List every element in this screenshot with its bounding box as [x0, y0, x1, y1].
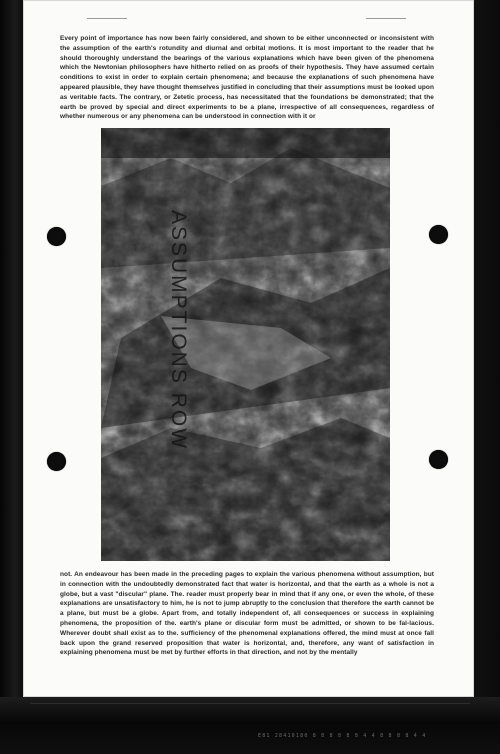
top-paragraph: Every point of importance has now been fairly considered, and shown to be either unconnected or inconsistent with the assumption of the earth's rotundity and diurnal and orbital motions. It is most important to the reader that he should thoroughly understand the bearings of the various explanations which have been given of the phenomena which the Newtonian philosophers have hitherto relied on as proofs of their hypothesis. They have assumed certain conditions to exist in order to explain certain phenomena; and because the explanations of such phenomena have appeared plausible, they have thought themselves justified in concluding that their assumptions must be looked upon as veritable facts. The contrary, or Zetetic process, has necessitated that the foundations be demonstrated; that the earth be proved by special and direct experiments to be a plane, irrespective of all consequences, regardless of whether numerous or any phenomena can be understood in connection with it or: [60, 35, 434, 121]
mountain-photo: [101, 128, 390, 561]
binder-hole-left-top: [47, 227, 66, 246]
document-page: [23, 0, 474, 697]
bottom-paragraph: not. An endeavour has been made in the preceding pages to explain the various phenomena without assumption, but in connection with the undoubtedly demonstrated fact that water is horizontal, and that the earth as a whole is not a globe, but a vast "discular" plane. The. reader must properly bear in mind that if any one, or even the whole, of these explanations are unsatisfactory to him, he is not to jump abruptly to the conclusion that therefore the earth cannot be a plane, but must be a globe. Apart from, and totally independent of, all consequences or success in explaining phenomena, the proposition of the. earth's plane or discular form must be admitted, or shown to be fal-lacious. Wherever doubt shall exist as to the. sufficiency of the phenomenal explanations offered, the mind must at once fall back upon the grand reserved proposition that water is horizontal, and, therefore, any want of satisfaction in explaining phenomena must be met by further efforts in that direction, and not by the mentally: [60, 571, 434, 657]
photo-overlay-text: ASSUMPTIONS ROW: [167, 210, 190, 451]
footer-code: E81 28410180 8 8 8 8 8 8 4 4 8 8 8 8 4 4: [258, 733, 427, 739]
binder-hole-right-bottom: [429, 450, 448, 469]
mountain-photo-graphic: [101, 128, 390, 561]
binder-hole-left-bottom: [47, 452, 66, 471]
bottom-edge-band: [0, 697, 500, 754]
top-left-rule: [87, 18, 127, 19]
binder-hole-right-top: [429, 225, 448, 244]
top-right-rule: [366, 18, 406, 19]
